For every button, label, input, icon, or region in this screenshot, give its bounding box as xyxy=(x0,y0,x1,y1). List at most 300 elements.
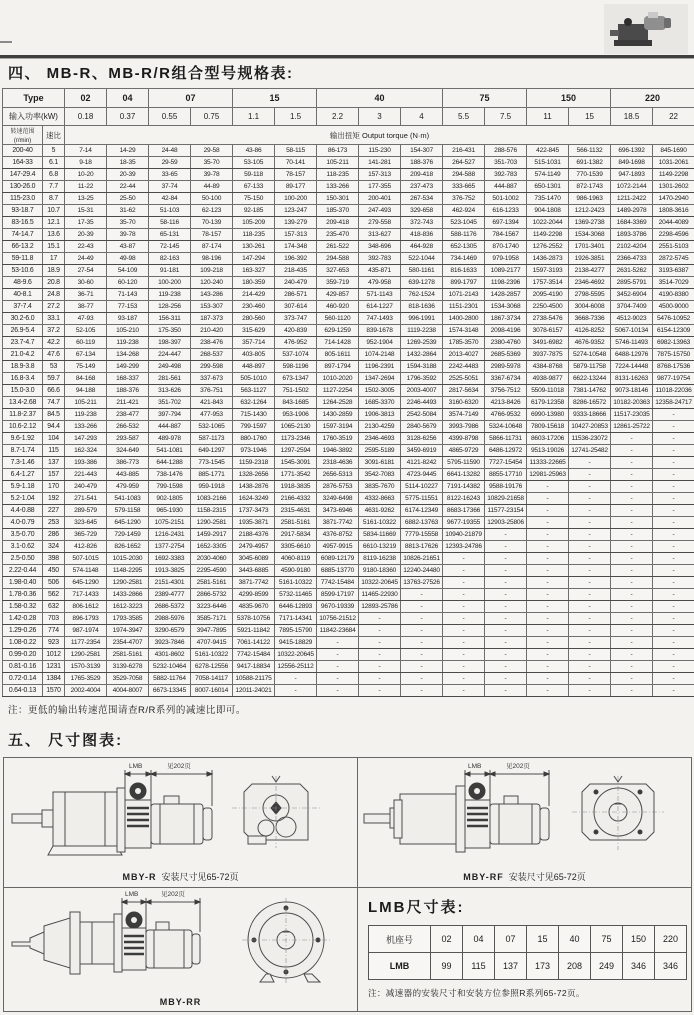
torque-cell: 240-479 xyxy=(65,481,107,493)
ratio-cell: 10.7 xyxy=(43,205,65,217)
torque-cell: 2631-5262 xyxy=(611,265,653,277)
torque-cell: 162-324 xyxy=(65,445,107,457)
torque-cell: - xyxy=(611,601,653,613)
speed-range-cell: 0.99-0.20 xyxy=(3,649,43,661)
torque-cell: 87-174 xyxy=(191,241,233,253)
torque-cell: 20-39 xyxy=(65,229,107,241)
torque-cell: 639-1278 xyxy=(401,277,443,289)
torque-cell: 1946-3892 xyxy=(317,445,359,457)
torque-cell: 3443-6885 xyxy=(233,565,275,577)
torque-cell: 1151-2301 xyxy=(443,301,485,313)
torque-cell: 58-116 xyxy=(149,217,191,229)
torque-cell: 4060-8119 xyxy=(275,553,317,565)
torque-cell: 324-649 xyxy=(107,445,149,457)
torque-cell: 8813-17626 xyxy=(401,541,443,553)
table-row xyxy=(3,445,694,457)
torque-cell: 323-645 xyxy=(65,517,107,529)
type-group: 07 xyxy=(149,89,233,108)
power-value: 3 xyxy=(359,108,401,126)
torque-cell: 650-1301 xyxy=(527,181,569,193)
torque-cell: 3529-7058 xyxy=(107,673,149,685)
torque-cell: 174-348 xyxy=(275,241,317,253)
torque-cell: - xyxy=(485,529,527,541)
torque-cell: - xyxy=(527,577,569,589)
torque-cell: 896-1793 xyxy=(65,613,107,625)
lmb-value: 249 xyxy=(591,953,623,980)
torque-cell: 267-534 xyxy=(401,193,443,205)
torque-cell: - xyxy=(527,601,569,613)
torque-cell: 58-115 xyxy=(275,145,317,157)
torque-cell: 214-429 xyxy=(233,289,275,301)
torque-cell: 10940-21879 xyxy=(443,529,485,541)
torque-cell: 952-1904 xyxy=(359,337,401,349)
torque-cell: 1793-3585 xyxy=(107,613,149,625)
ratio-cell: 157 xyxy=(43,469,65,481)
torque-cell: - xyxy=(317,637,359,649)
gearmotor-photo xyxy=(604,4,688,54)
power-value: 0.55 xyxy=(149,108,191,126)
torque-cell: - xyxy=(653,433,694,445)
ratio-cell: 8.7 xyxy=(43,193,65,205)
torque-cell: 4399-8798 xyxy=(443,433,485,445)
ratio-cell: 27.2 xyxy=(43,301,65,313)
torque-cell: 574-1148 xyxy=(65,565,107,577)
torque-cell: - xyxy=(569,469,611,481)
torque-cell: 880-1760 xyxy=(233,433,275,445)
torque-cell: 9877-19754 xyxy=(653,373,694,385)
speed-range-cell: 200-40 xyxy=(3,145,43,157)
lmb-value: 173 xyxy=(527,953,559,980)
torque-cell: 91-181 xyxy=(149,265,191,277)
torque-cell: 1083-2166 xyxy=(191,493,233,505)
torque-cell: - xyxy=(359,673,401,685)
torque-cell: 2295-4590 xyxy=(191,565,233,577)
torque-cell: 816-1633 xyxy=(443,265,485,277)
torque-cell: 9415-18829 xyxy=(275,637,317,649)
torque-cell: 2389-4777 xyxy=(149,589,191,601)
torque-cell: 4121-8242 xyxy=(401,457,443,469)
torque-cell: 649-1297 xyxy=(191,445,233,457)
power-value: 0.37 xyxy=(107,108,149,126)
torque-cell: - xyxy=(569,637,611,649)
torque-cell: - xyxy=(527,541,569,553)
torque-cell: 266-532 xyxy=(107,421,149,433)
torque-cell: 109-218 xyxy=(191,265,233,277)
torque-cell: 3305-6610 xyxy=(275,541,317,553)
table-row xyxy=(3,277,694,289)
torque-cell: 5834-11669 xyxy=(359,529,401,541)
torque-cell: 249-498 xyxy=(149,361,191,373)
torque-cell: - xyxy=(611,661,653,673)
torque-cell: 1926-3851 xyxy=(569,253,611,265)
torque-cell: 2246-4493 xyxy=(401,397,443,409)
torque-cell: 6990-13980 xyxy=(527,409,569,421)
torque-cell: 10756-21512 xyxy=(317,613,359,625)
power-value: 4 xyxy=(401,108,443,126)
torque-cell: - xyxy=(359,637,401,649)
torque-cell: 198-397 xyxy=(149,337,191,349)
torque-cell: 372-743 xyxy=(401,217,443,229)
power-value: 22 xyxy=(653,108,694,126)
torque-cell: 598-1196 xyxy=(275,361,317,373)
torque-cell: 1570-3139 xyxy=(65,661,107,673)
torque-cell: - xyxy=(443,625,485,637)
torque-cell: 537-1074 xyxy=(275,349,317,361)
torque-cell: 2166-4332 xyxy=(275,493,317,505)
torque-cell: 351-703 xyxy=(485,157,527,169)
torque-cell: - xyxy=(359,685,401,697)
torque-cell: 3193-6387 xyxy=(653,265,694,277)
torque-cell: 1301-2602 xyxy=(653,181,694,193)
torque-cell: 67-134 xyxy=(65,349,107,361)
torque-cell: 357-714 xyxy=(233,337,275,349)
torque-cell: 188-376 xyxy=(107,385,149,397)
torque-cell: 2002-4004 xyxy=(65,685,107,697)
torque-cell: - xyxy=(401,613,443,625)
torque-cell: 505-1010 xyxy=(233,373,275,385)
torque-cell: 435-871 xyxy=(359,265,401,277)
torque-cell: 20-39 xyxy=(107,169,149,181)
torque-cell: - xyxy=(653,589,694,601)
torque-cell: 94-188 xyxy=(65,385,107,397)
torque-cell: 696-1392 xyxy=(611,145,653,157)
torque-cell: - xyxy=(569,613,611,625)
torque-cell: 2581-5161 xyxy=(107,649,149,661)
torque-cell: - xyxy=(485,673,527,685)
torque-cell: 4938-9877 xyxy=(527,373,569,385)
speed-range-cell: 16.8-3.4 xyxy=(3,373,43,385)
torque-cell: 35-70 xyxy=(191,157,233,169)
torque-cell: 1400-2800 xyxy=(443,313,485,325)
torque-cell: 4865-9729 xyxy=(443,445,485,457)
torque-cell: 1119-2238 xyxy=(401,325,443,337)
torque-cell: 37-74 xyxy=(149,181,191,193)
torque-cell: 9417-18834 xyxy=(233,661,275,673)
torque-cell: - xyxy=(653,613,694,625)
torque-cell: 412-826 xyxy=(65,541,107,553)
torque-cell: 443-885 xyxy=(107,469,149,481)
torque-cell: 616-1233 xyxy=(485,205,527,217)
torque-cell: 1015-2030 xyxy=(107,553,149,565)
torque-cell: 444-887 xyxy=(149,421,191,433)
torque-cell: 1148-2295 xyxy=(107,565,149,577)
torque-cell: 3045-6089 xyxy=(233,553,275,565)
torque-cell: 153-307 xyxy=(191,301,233,313)
torque-cell: 1438-2876 xyxy=(233,481,275,493)
torque-cell: - xyxy=(485,553,527,565)
torque-cell: 359-719 xyxy=(317,277,359,289)
torque-cell: 5274-10548 xyxy=(569,349,611,361)
torque-cell: 50-100 xyxy=(191,193,233,205)
torque-cell: 532-1065 xyxy=(191,421,233,433)
torque-cell: 11465-22930 xyxy=(359,589,401,601)
torque-cell: 2581-5161 xyxy=(191,577,233,589)
torque-cell: - xyxy=(443,565,485,577)
torque-cell: 24-48 xyxy=(149,145,191,157)
speed-range-cell: 53-10.6 xyxy=(3,265,43,277)
torque-cell: 3947-7895 xyxy=(191,625,233,637)
dim-label-lmb: LMB xyxy=(468,763,482,770)
torque-cell: 1534-3068 xyxy=(569,229,611,241)
torque-cell: - xyxy=(569,565,611,577)
torque-cell: 163-327 xyxy=(233,265,275,277)
torque-cell: 2876-5753 xyxy=(317,481,359,493)
torque-cell: 4512-9023 xyxy=(611,313,653,325)
torque-cell: - xyxy=(485,637,527,649)
torque-cell: - xyxy=(527,529,569,541)
torque-cell: 24-49 xyxy=(65,253,107,265)
table-row xyxy=(3,409,694,421)
torque-cell: 240-479 xyxy=(275,277,317,289)
torque-cell: 899-1797 xyxy=(443,277,485,289)
torque-cell: 3937-7875 xyxy=(527,349,569,361)
speed-range-cell: 93-18.7 xyxy=(3,205,43,217)
torque-cell: 11-22 xyxy=(65,181,107,193)
torque-cell: 11536-23072 xyxy=(569,433,611,445)
torque-cell: 6622-13244 xyxy=(569,373,611,385)
torque-cell: 872-1743 xyxy=(569,181,611,193)
torque-cell: 987-1974 xyxy=(65,625,107,637)
torque-cell: 118-235 xyxy=(233,229,275,241)
table-row xyxy=(3,553,694,565)
torque-cell: 2151-4301 xyxy=(149,577,191,589)
torque-cell: 5795-11590 xyxy=(443,457,485,469)
torque-cell: 5775-11551 xyxy=(401,493,443,505)
torque-cell: 8599-17197 xyxy=(317,589,359,601)
speed-range-cell: 115-23.0 xyxy=(3,193,43,205)
torque-cell: 168-337 xyxy=(107,373,149,385)
torque-cell: 1913-3825 xyxy=(149,565,191,577)
torque-cell: 1264-2528 xyxy=(317,397,359,409)
torque-cell: 902-1805 xyxy=(149,493,191,505)
torque-cell: 462-924 xyxy=(443,205,485,217)
torque-cell: - xyxy=(527,517,569,529)
torque-cell: 93-187 xyxy=(107,313,149,325)
table-row xyxy=(3,397,694,409)
speed-range-cell: 4.4-0.88 xyxy=(3,505,43,517)
torque-cell: 134-268 xyxy=(107,349,149,361)
ratio-cell: 15.1 xyxy=(43,241,65,253)
torque-cell: 1010-2020 xyxy=(317,373,359,385)
frame-size-value: 150 xyxy=(623,926,655,953)
torque-cell: 1212-2423 xyxy=(569,205,611,217)
torque-cell: 119-238 xyxy=(65,409,107,421)
torque-cell: 78-157 xyxy=(275,169,317,181)
torque-cell: 4957-9915 xyxy=(317,541,359,553)
torque-cell: 12861-25722 xyxy=(611,421,653,433)
torque-cell: 3290-6579 xyxy=(149,625,191,637)
torque-cell: 806-1612 xyxy=(65,601,107,613)
torque-cell: 147-293 xyxy=(65,433,107,445)
torque-cell: 1075-2151 xyxy=(149,517,191,529)
torque-cell: 118-235 xyxy=(317,169,359,181)
torque-cell: 1974-3947 xyxy=(107,625,149,637)
torque-cell: 6179-12358 xyxy=(527,397,569,409)
torque-cell: 1269-2539 xyxy=(401,337,443,349)
torque-cell: 2656-5313 xyxy=(317,469,359,481)
panel-mby-r xyxy=(4,758,358,888)
torque-cell: 845-1690 xyxy=(653,145,694,157)
torque-cell: 479-959 xyxy=(107,481,149,493)
lmb-value: 99 xyxy=(431,953,463,980)
table-row xyxy=(3,325,694,337)
torque-cell: 92-185 xyxy=(233,205,275,217)
page-title: 四、 MB-R、MB-R/R组合型号规格表: xyxy=(8,65,294,82)
torque-cell: 3004-6008 xyxy=(569,301,611,313)
torque-cell: - xyxy=(653,565,694,577)
torque-cell: 3139-6278 xyxy=(107,661,149,673)
torque-cell: 11517-23035 xyxy=(611,409,653,421)
torque-cell: 123-247 xyxy=(275,205,317,217)
torque-cell: 261-522 xyxy=(317,241,359,253)
torque-cell: 3993-7986 xyxy=(443,421,485,433)
torque-cell: 10322-20645 xyxy=(275,649,317,661)
torque-cell: 281-561 xyxy=(149,373,191,385)
torque-cell: 4707-9415 xyxy=(191,637,233,649)
torque-cell: 70-141 xyxy=(275,157,317,169)
torque-cell: 697-1394 xyxy=(485,217,527,229)
torque-cell: 523-1045 xyxy=(443,217,485,229)
torque-cell: 119-238 xyxy=(149,289,191,301)
ratio-cell: 137 xyxy=(43,457,65,469)
torque-cell: 5378-10756 xyxy=(233,613,275,625)
torque-cell: 4676-9352 xyxy=(569,337,611,349)
torque-cell: 65-131 xyxy=(149,229,191,241)
torque-cell: 53-105 xyxy=(233,157,275,169)
torque-cell: 1428-2857 xyxy=(485,289,527,301)
torque-cell: 22-44 xyxy=(107,181,149,193)
torque-cell: - xyxy=(569,601,611,613)
torque-cell: - xyxy=(485,649,527,661)
ratio-cell: 53 xyxy=(43,361,65,373)
torque-cell: - xyxy=(443,553,485,565)
torque-cell: 47-93 xyxy=(65,313,107,325)
torque-cell: - xyxy=(653,577,694,589)
torque-cell: - xyxy=(359,649,401,661)
speed-range-cell: 83-16.5 xyxy=(3,217,43,229)
ratio-header: 速比 xyxy=(43,126,65,145)
ratio-cell: 84.5 xyxy=(43,409,65,421)
torque-cell: 738-1476 xyxy=(149,469,191,481)
ratio-cell: 74.7 xyxy=(43,397,65,409)
torque-cell: 3585-7171 xyxy=(191,613,233,625)
torque-cell: 7895-15790 xyxy=(275,625,317,637)
torque-cell: - xyxy=(401,661,443,673)
ratio-cell: 227 xyxy=(43,505,65,517)
torque-cell: 10829-21658 xyxy=(485,493,527,505)
torque-cell: - xyxy=(527,613,569,625)
torque-cell: - xyxy=(569,517,611,529)
torque-cell: 157-313 xyxy=(359,169,401,181)
torque-cell: - xyxy=(359,625,401,637)
torque-cell: - xyxy=(611,445,653,457)
torque-cell: - xyxy=(401,649,443,661)
torque-cell: - xyxy=(401,637,443,649)
torque-cell: 3923-7846 xyxy=(149,637,191,649)
caption-mby-rr xyxy=(4,997,357,1007)
torque-cell: 211-421 xyxy=(107,397,149,409)
torque-cell: 77-153 xyxy=(107,301,149,313)
torque-cell: 784-1567 xyxy=(485,229,527,241)
torque-cell: 2895-5791 xyxy=(611,277,653,289)
torque-cell: 130-261 xyxy=(233,241,275,253)
torque-cell: 2346-4693 xyxy=(359,433,401,445)
torque-cell: 1432-2864 xyxy=(401,349,443,361)
torque-cell: - xyxy=(443,613,485,625)
torque-cell: 373-747 xyxy=(275,313,317,325)
torque-cell: 2298-4596 xyxy=(653,229,694,241)
torque-cell: 289-579 xyxy=(65,505,107,517)
ratio-cell: 59.7 xyxy=(43,373,65,385)
ratio-cell: 47.6 xyxy=(43,349,65,361)
torque-cell: - xyxy=(485,577,527,589)
speed-range-cell: 74-14.7 xyxy=(3,229,43,241)
torque-cell: 9333-18666 xyxy=(569,409,611,421)
torque-cell: 1436-2873 xyxy=(527,253,569,265)
torque-cell: - xyxy=(569,589,611,601)
torque-cell: 4384-8768 xyxy=(527,361,569,373)
torque-cell: 6486-12972 xyxy=(485,445,527,457)
torque-cell: 541-1083 xyxy=(107,493,149,505)
torque-cell: 1377-2754 xyxy=(149,541,191,553)
torque-cell: 1065-2130 xyxy=(275,421,317,433)
torque-cell: - xyxy=(653,481,694,493)
torque-cell: 2738-5476 xyxy=(527,313,569,325)
torque-cell: - xyxy=(569,481,611,493)
type-group: 40 xyxy=(317,89,443,108)
lmb-row-header: LMB xyxy=(369,953,431,980)
torque-cell: 9677-19355 xyxy=(443,517,485,529)
torque-cell: - xyxy=(611,589,653,601)
torque-cell: 38-77 xyxy=(65,301,107,313)
speed-range-cell: 59-11.8 xyxy=(3,253,43,265)
torque-cell: - xyxy=(611,481,653,493)
torque-cell: - xyxy=(317,661,359,673)
torque-cell: 652-1305 xyxy=(443,241,485,253)
table-row xyxy=(3,205,694,217)
dim-label-lmb: LMB xyxy=(125,891,139,898)
ratio-cell: 632 xyxy=(43,601,65,613)
torque-cell: 71-143 xyxy=(107,289,149,301)
torque-cell: 2366-4733 xyxy=(611,253,653,265)
torque-cell: - xyxy=(443,637,485,649)
torque-cell: - xyxy=(359,661,401,673)
torque-cell: 5509-11018 xyxy=(527,385,569,397)
table-row xyxy=(3,457,694,469)
torque-cell: - xyxy=(485,565,527,577)
torque-cell: - xyxy=(485,613,527,625)
torque-cell: 2346-4692 xyxy=(569,277,611,289)
torque-cell: 86-173 xyxy=(317,145,359,157)
torque-cell: 70-139 xyxy=(191,217,233,229)
ratio-cell: 24.8 xyxy=(43,289,65,301)
torque-cell: 3473-6946 xyxy=(317,505,359,517)
torque-cell: 673-1347 xyxy=(275,373,317,385)
speed-range-cell: 0.64-0.13 xyxy=(3,685,43,697)
torque-cell: 62-123 xyxy=(191,205,233,217)
torque-cell: 588-1176 xyxy=(443,229,485,241)
torque-cell: 4376-8752 xyxy=(317,529,359,541)
torque-cell: 762-1524 xyxy=(401,289,443,301)
torque-cell: - xyxy=(443,589,485,601)
table-row xyxy=(3,613,694,625)
torque-cell: 735-1470 xyxy=(527,193,569,205)
torque-cell: 2044-4089 xyxy=(653,217,694,229)
torque-cell: 209-418 xyxy=(401,169,443,181)
torque-cell: 105-211 xyxy=(317,157,359,169)
ratio-cell: 450 xyxy=(43,565,65,577)
torque-cell: 1624-3249 xyxy=(233,493,275,505)
